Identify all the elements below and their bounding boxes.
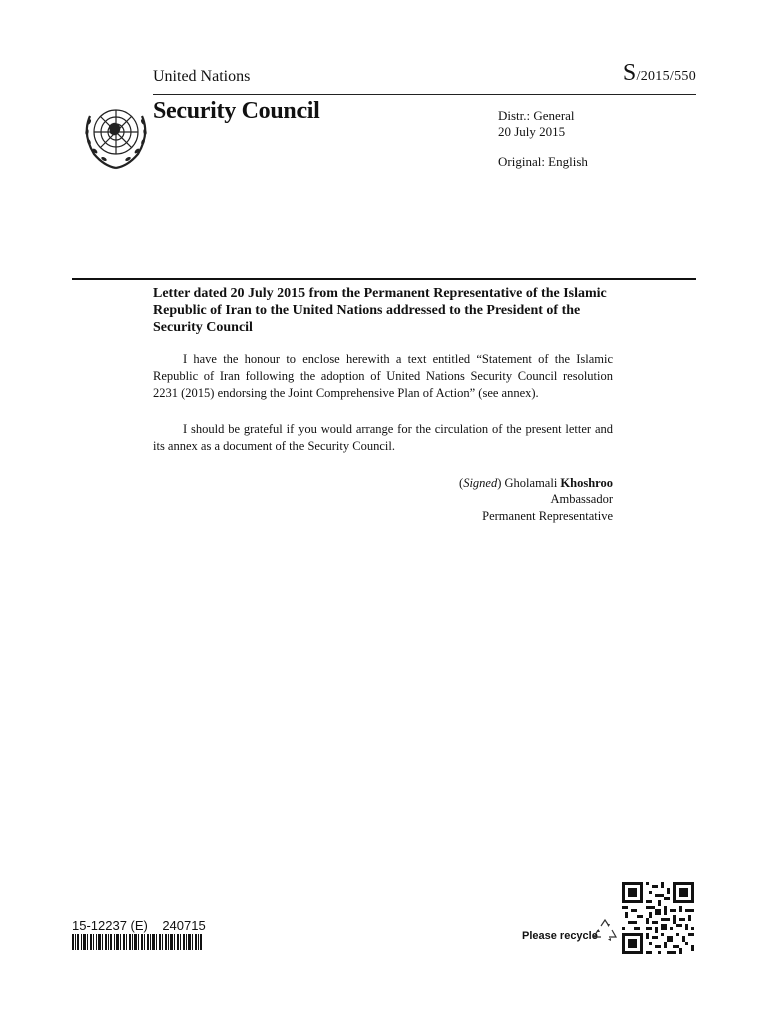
document-number: 15-12237 (E) 240715 (72, 918, 206, 933)
signed-label: Signed (463, 476, 498, 490)
header-rule (153, 94, 696, 95)
distribution-block (498, 108, 575, 140)
document-symbol (623, 60, 696, 87)
barcode-icon (72, 934, 202, 950)
signatory-first-name: Gholamali (504, 476, 558, 490)
signatory-last-name: Khoshroo (560, 476, 613, 490)
un-emblem-icon (78, 98, 154, 174)
signature-line: (Signed) Gholamali Khoshroo (459, 476, 613, 490)
symbol-prefix: S (622, 60, 637, 86)
signatory-title-2: Permanent Representative (482, 509, 613, 523)
recycle-label: Please recycle (522, 930, 598, 942)
symbol-suffix: /2015/550 (636, 69, 696, 84)
signatory-title-1: Ambassador (550, 492, 613, 506)
document-date: 20 July 2015 (498, 124, 566, 139)
body-paragraph-1: I have the honour to enclose herewith a text entitled “Statement of the Islamic Republic of Iran following the adoption of United Nations Security Council resolution 2231 (2015) endorsing the Joint Comprehensive Plan of Action” (see annex). (153, 352, 613, 400)
original-language: Original: English (498, 154, 588, 169)
council-name: Security Council (153, 98, 320, 124)
organization-name: United Nations (153, 68, 251, 85)
title-rule (72, 278, 696, 280)
body-paragraph-2: I should be grateful if you would arrange for the circulation of the present letter and its annex as a document of the Security Council. (153, 422, 613, 453)
qr-code-icon (622, 882, 694, 954)
distribution-label: Distr.: General (498, 108, 575, 123)
letter-title: Letter dated 20 July 2015 from the Permanent Representative of the Islamic Republic of Iran to the United Nations addressed to the President of the Security Council (153, 286, 607, 335)
recycle-icon (592, 918, 618, 944)
